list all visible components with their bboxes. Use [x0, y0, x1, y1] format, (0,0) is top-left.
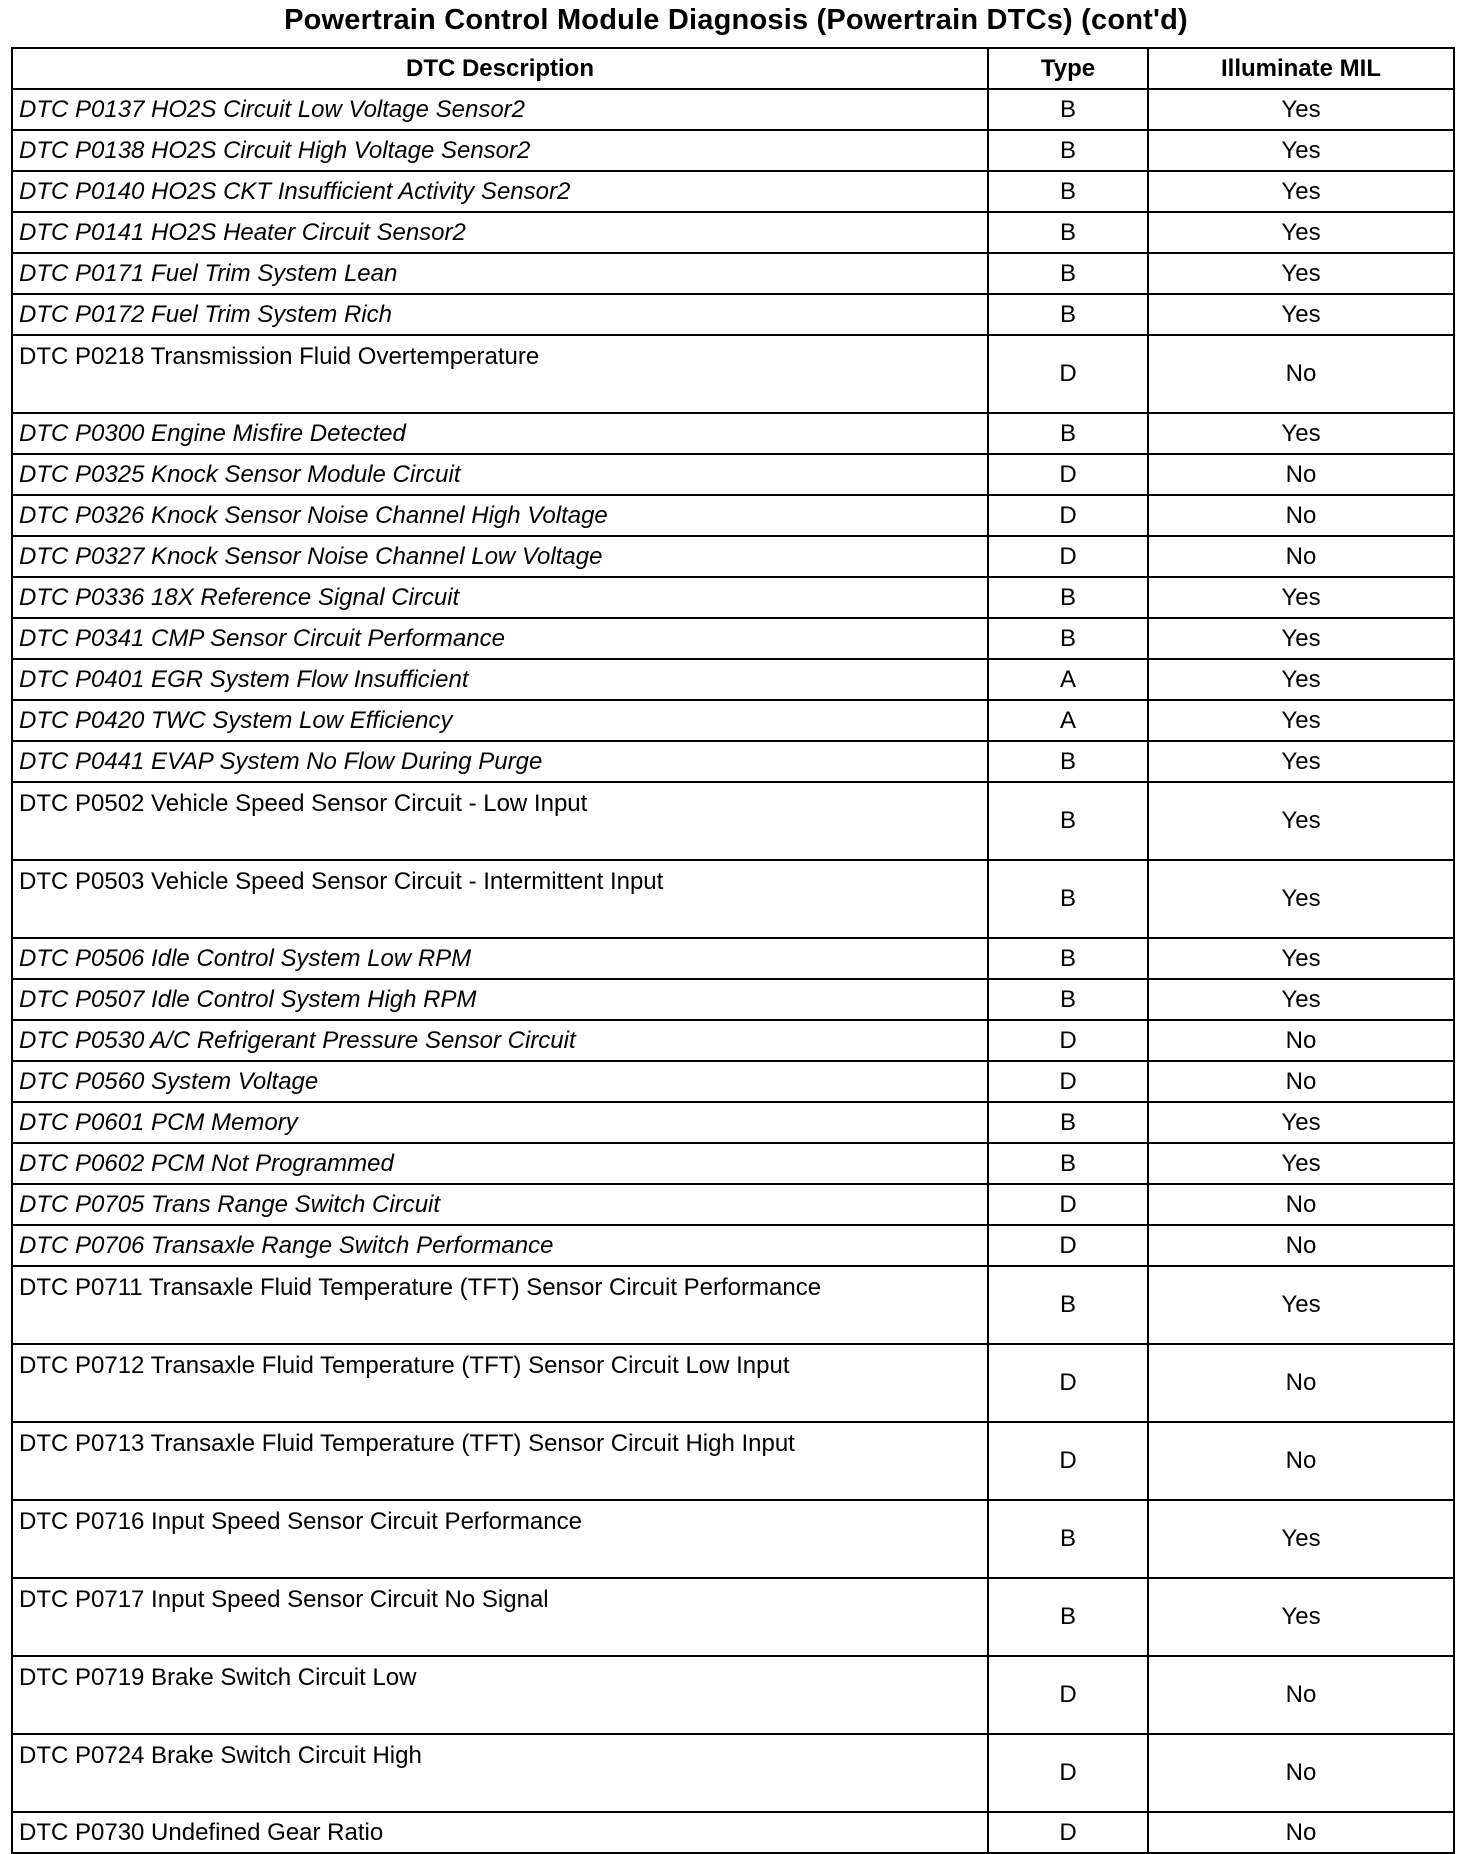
dtc-description-cell: DTC P0712 Transaxle Fluid Temperature (TFT) Sensor Circuit Low Input: [12, 1344, 988, 1422]
dtc-type-cell: D: [988, 1812, 1148, 1853]
table-row: [12, 171, 1454, 212]
illuminate-mil-cell: No: [1148, 1225, 1454, 1266]
dtc-description-cell: DTC P0601 PCM Memory: [12, 1102, 988, 1143]
table-row: [12, 1225, 1454, 1266]
column-header-description: DTC Description: [12, 48, 988, 89]
dtc-type-cell: B: [988, 413, 1148, 454]
dtc-type-cell: B: [988, 741, 1148, 782]
table-row: [12, 1344, 1454, 1422]
dtc-type-cell: B: [988, 938, 1148, 979]
dtc-type-cell: B: [988, 860, 1148, 938]
table-row: [12, 1734, 1454, 1812]
illuminate-mil-cell: Yes: [1148, 618, 1454, 659]
table-row: [12, 618, 1454, 659]
dtc-type-cell: D: [988, 1225, 1148, 1266]
table-row: [12, 413, 1454, 454]
dtc-type-cell: B: [988, 618, 1148, 659]
dtc-description-cell: DTC P0171 Fuel Trim System Lean: [12, 253, 988, 294]
dtc-description-cell: DTC P0717 Input Speed Sensor Circuit No Signal: [12, 1578, 988, 1656]
dtc-type-cell: D: [988, 1656, 1148, 1734]
table-row: [12, 1184, 1454, 1225]
table-row: [12, 1578, 1454, 1656]
dtc-description-cell: DTC P0507 Idle Control System High RPM: [12, 979, 988, 1020]
illuminate-mil-cell: Yes: [1148, 1143, 1454, 1184]
dtc-description-cell: DTC P0138 HO2S Circuit High Voltage Sensor2: [12, 130, 988, 171]
illuminate-mil-cell: Yes: [1148, 1102, 1454, 1143]
illuminate-mil-cell: Yes: [1148, 89, 1454, 130]
illuminate-mil-cell: Yes: [1148, 171, 1454, 212]
dtc-type-cell: B: [988, 1102, 1148, 1143]
table-row: [12, 253, 1454, 294]
dtc-description-cell: DTC P0506 Idle Control System Low RPM: [12, 938, 988, 979]
dtc-description-cell: DTC P0300 Engine Misfire Detected: [12, 413, 988, 454]
dtc-type-cell: D: [988, 1734, 1148, 1812]
dtc-type-cell: B: [988, 89, 1148, 130]
table-row: [12, 860, 1454, 938]
dtc-type-cell: B: [988, 171, 1148, 212]
dtc-description-cell: DTC P0705 Trans Range Switch Circuit: [12, 1184, 988, 1225]
dtc-description-cell: DTC P0706 Transaxle Range Switch Performance: [12, 1225, 988, 1266]
table-row: [12, 1500, 1454, 1578]
illuminate-mil-cell: Yes: [1148, 938, 1454, 979]
dtc-type-cell: B: [988, 577, 1148, 618]
table-row: [12, 1656, 1454, 1734]
illuminate-mil-cell: No: [1148, 1734, 1454, 1812]
dtc-description-cell: DTC P0716 Input Speed Sensor Circuit Performance: [12, 1500, 988, 1578]
dtc-description-cell: DTC P0711 Transaxle Fluid Temperature (TFT) Sensor Circuit Performance: [12, 1266, 988, 1344]
illuminate-mil-cell: Yes: [1148, 413, 1454, 454]
illuminate-mil-cell: Yes: [1148, 577, 1454, 618]
table-row: [12, 1422, 1454, 1500]
table-row: [12, 577, 1454, 618]
illuminate-mil-cell: No: [1148, 536, 1454, 577]
dtc-type-cell: D: [988, 1061, 1148, 1102]
table-row: [12, 536, 1454, 577]
dtc-description-cell: DTC P0502 Vehicle Speed Sensor Circuit - Low Input: [12, 782, 988, 860]
dtc-type-cell: B: [988, 1500, 1148, 1578]
illuminate-mil-cell: Yes: [1148, 1500, 1454, 1578]
illuminate-mil-cell: Yes: [1148, 212, 1454, 253]
illuminate-mil-cell: Yes: [1148, 1266, 1454, 1344]
table-row: [12, 700, 1454, 741]
illuminate-mil-cell: No: [1148, 1344, 1454, 1422]
illuminate-mil-cell: Yes: [1148, 659, 1454, 700]
header-row: [12, 48, 1454, 89]
illuminate-mil-cell: No: [1148, 1020, 1454, 1061]
illuminate-mil-cell: No: [1148, 495, 1454, 536]
table-row: [12, 938, 1454, 979]
dtc-description-cell: DTC P0503 Vehicle Speed Sensor Circuit - Intermittent Input: [12, 860, 988, 938]
dtc-type-cell: A: [988, 700, 1148, 741]
illuminate-mil-cell: No: [1148, 1422, 1454, 1500]
table-row: [12, 212, 1454, 253]
illuminate-mil-cell: Yes: [1148, 1578, 1454, 1656]
dtc-type-cell: B: [988, 212, 1148, 253]
dtc-type-cell: B: [988, 979, 1148, 1020]
illuminate-mil-cell: Yes: [1148, 782, 1454, 860]
column-header-illuminate-mil: Illuminate MIL: [1148, 48, 1454, 89]
table-row: [12, 130, 1454, 171]
dtc-type-cell: B: [988, 253, 1148, 294]
table-row: [12, 495, 1454, 536]
dtc-description-cell: DTC P0218 Transmission Fluid Overtemperature: [12, 335, 988, 413]
table-row: [12, 659, 1454, 700]
dtc-type-cell: B: [988, 294, 1148, 335]
dtc-type-cell: B: [988, 782, 1148, 860]
dtc-description-cell: DTC P0137 HO2S Circuit Low Voltage Sensor2: [12, 89, 988, 130]
table-row: [12, 1061, 1454, 1102]
illuminate-mil-cell: No: [1148, 454, 1454, 495]
table-row: [12, 741, 1454, 782]
illuminate-mil-cell: No: [1148, 1812, 1454, 1853]
illuminate-mil-cell: Yes: [1148, 294, 1454, 335]
dtc-description-cell: DTC P0441 EVAP System No Flow During Purge: [12, 741, 988, 782]
illuminate-mil-cell: Yes: [1148, 253, 1454, 294]
table-row: [12, 294, 1454, 335]
illuminate-mil-cell: No: [1148, 1656, 1454, 1734]
dtc-type-cell: D: [988, 1184, 1148, 1225]
dtc-description-cell: DTC P0730 Undefined Gear Ratio: [12, 1812, 988, 1853]
dtc-type-cell: B: [988, 1143, 1148, 1184]
dtc-description-cell: DTC P0530 A/C Refrigerant Pressure Sensor Circuit: [12, 1020, 988, 1061]
table-row: [12, 1143, 1454, 1184]
table-row: [12, 782, 1454, 860]
dtc-description-cell: DTC P0326 Knock Sensor Noise Channel High Voltage: [12, 495, 988, 536]
dtc-type-cell: B: [988, 1266, 1148, 1344]
dtc-description-cell: DTC P0172 Fuel Trim System Rich: [12, 294, 988, 335]
table-row: [12, 89, 1454, 130]
dtc-description-cell: DTC P0336 18X Reference Signal Circuit: [12, 577, 988, 618]
table-row: [12, 335, 1454, 413]
illuminate-mil-cell: No: [1148, 335, 1454, 413]
illuminate-mil-cell: Yes: [1148, 700, 1454, 741]
table-row: [12, 979, 1454, 1020]
column-header-type: Type: [988, 48, 1148, 89]
dtc-description-cell: DTC P0602 PCM Not Programmed: [12, 1143, 988, 1184]
dtc-description-cell: DTC P0325 Knock Sensor Module Circuit: [12, 454, 988, 495]
dtc-description-cell: DTC P0713 Transaxle Fluid Temperature (TFT) Sensor Circuit High Input: [12, 1422, 988, 1500]
dtc-type-cell: D: [988, 1020, 1148, 1061]
dtc-table: [11, 47, 1455, 1854]
table-row: [12, 454, 1454, 495]
page-title: Powertrain Control Module Diagnosis (Powertrain DTCs) (cont'd): [284, 4, 1188, 36]
dtc-description-cell: DTC P0719 Brake Switch Circuit Low: [12, 1656, 988, 1734]
dtc-type-cell: D: [988, 536, 1148, 577]
dtc-type-cell: B: [988, 130, 1148, 171]
dtc-type-cell: D: [988, 454, 1148, 495]
illuminate-mil-cell: No: [1148, 1061, 1454, 1102]
dtc-type-cell: B: [988, 1578, 1148, 1656]
dtc-type-cell: A: [988, 659, 1148, 700]
illuminate-mil-cell: No: [1148, 1184, 1454, 1225]
illuminate-mil-cell: Yes: [1148, 741, 1454, 782]
dtc-type-cell: D: [988, 1344, 1148, 1422]
dtc-description-cell: DTC P0341 CMP Sensor Circuit Performance: [12, 618, 988, 659]
dtc-type-cell: D: [988, 335, 1148, 413]
illuminate-mil-cell: Yes: [1148, 979, 1454, 1020]
dtc-description-cell: DTC P0420 TWC System Low Efficiency: [12, 700, 988, 741]
table-header: [12, 48, 1454, 89]
dtc-description-cell: DTC P0141 HO2S Heater Circuit Sensor2: [12, 212, 988, 253]
dtc-type-cell: D: [988, 1422, 1148, 1500]
dtc-description-cell: DTC P0140 HO2S CKT Insufficient Activity Sensor2: [12, 171, 988, 212]
table-row: [12, 1266, 1454, 1344]
table-row: [12, 1102, 1454, 1143]
dtc-description-cell: DTC P0327 Knock Sensor Noise Channel Low Voltage: [12, 536, 988, 577]
table-row: [12, 1812, 1454, 1853]
table-row: [12, 1020, 1454, 1061]
illuminate-mil-cell: Yes: [1148, 130, 1454, 171]
dtc-type-cell: D: [988, 495, 1148, 536]
dtc-description-cell: DTC P0560 System Voltage: [12, 1061, 988, 1102]
illuminate-mil-cell: Yes: [1148, 860, 1454, 938]
dtc-description-cell: DTC P0724 Brake Switch Circuit High: [12, 1734, 988, 1812]
table-body: [12, 89, 1454, 1853]
dtc-description-cell: DTC P0401 EGR System Flow Insufficient: [12, 659, 988, 700]
